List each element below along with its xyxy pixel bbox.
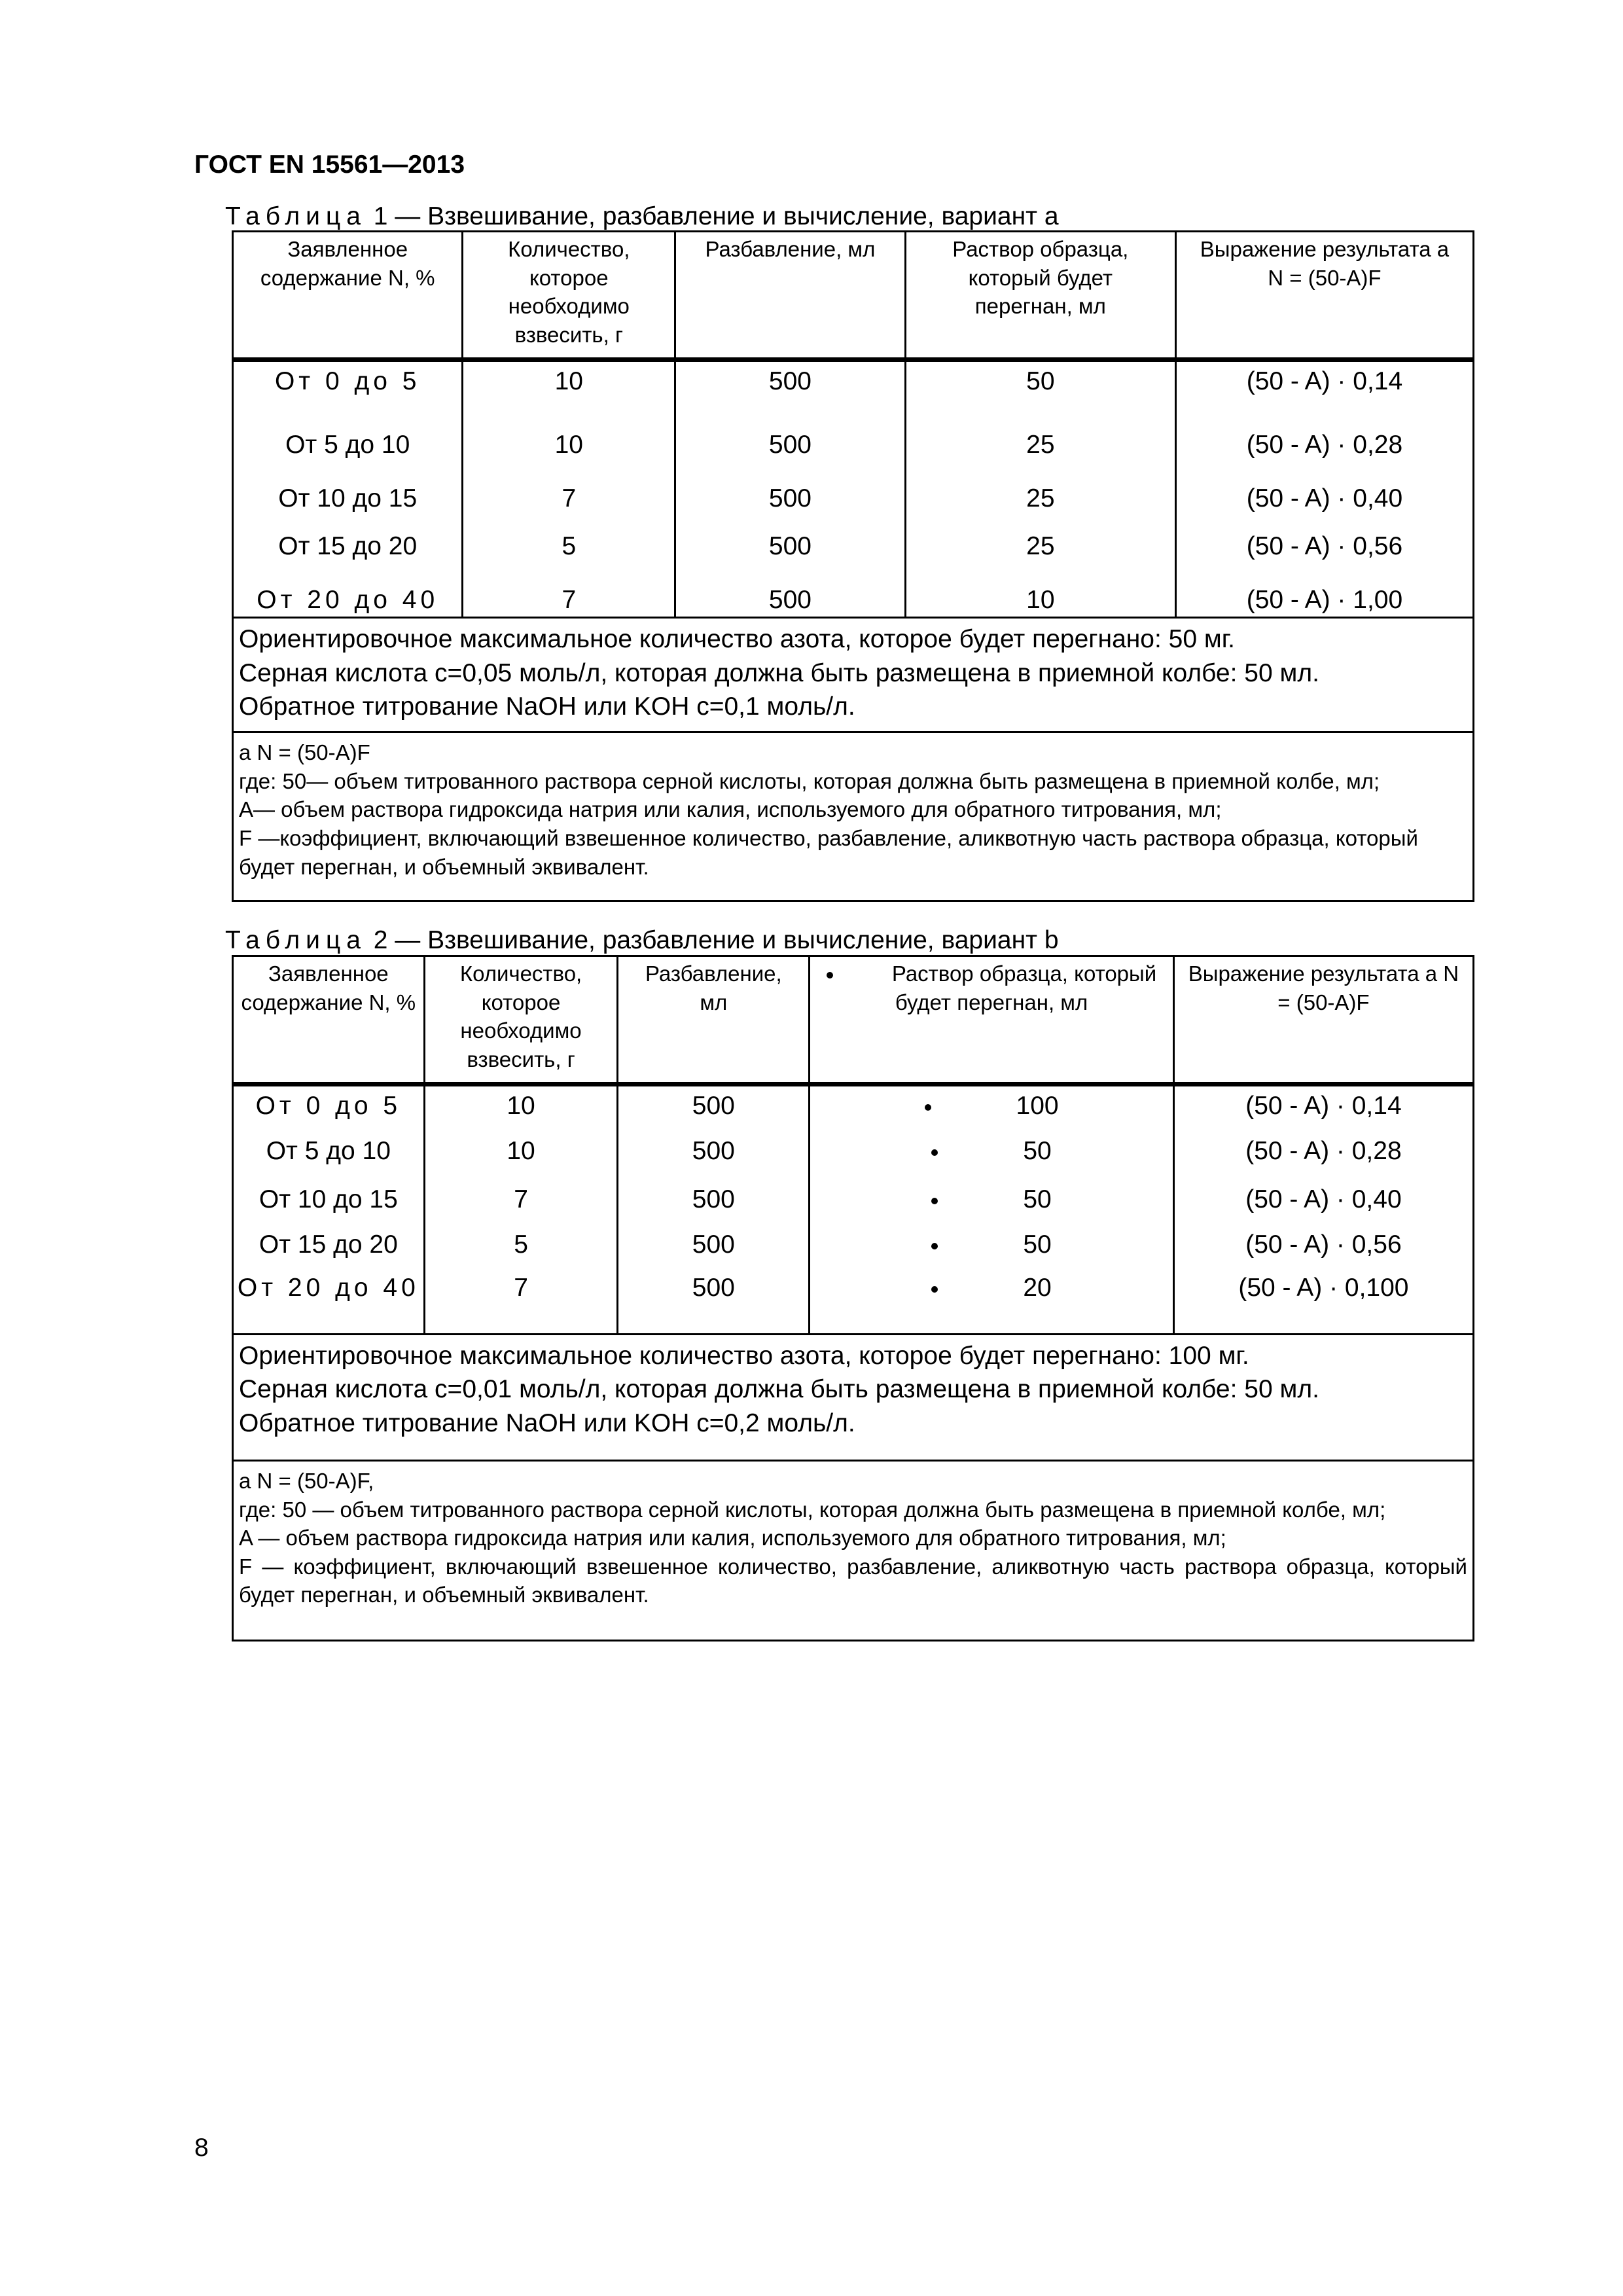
table1-notes-row <box>233 618 1474 732</box>
table2-footnote-line: a N = (50-A)F, <box>239 1469 374 1493</box>
table-cell: От 20 до 40 <box>257 585 439 614</box>
table-cell: 10 <box>507 1092 535 1120</box>
table2-header-cell: Заявленное содержание N, % <box>233 956 425 1085</box>
table-cell: 25 <box>1026 484 1055 512</box>
table1-header-cell: Выражение результата a N = (50-A)F <box>1175 232 1473 360</box>
table1-note: Ориентировочное максимальное количество азота, которое будет перегнано: 50 мг. <box>239 625 1235 654</box>
table1-footnote-row <box>233 732 1474 901</box>
table2-header-row <box>233 956 1474 1085</box>
table2 <box>232 955 1474 1641</box>
table1-footnote-line: где: 50— объем титрованного раствора серной кислоты, которая должна быть размещена в приемной колбе, мл; <box>239 768 1380 793</box>
table-cell-value: 50 <box>1023 1230 1052 1259</box>
table-cell: 5 <box>514 1230 528 1259</box>
table-cell: 10 <box>554 367 583 395</box>
table-cell: От 15 до 20 <box>278 532 418 561</box>
table2-header-cell: Количество, которое необходимо взвесить, г <box>424 956 618 1085</box>
table2-header-cell: Разбавление, мл <box>618 956 810 1085</box>
table-cell-value: 20 <box>1023 1273 1052 1302</box>
table2-footnote-line: F — коэффициент, включающий взвешенное количество, разбавление, аликвотную часть раствора образца, который будет перегнан, и объемный эквивалент. <box>239 1554 1467 1607</box>
table2-caption-word: Таблица <box>225 926 366 954</box>
table-cell: (50 - A) · 0,100 <box>1238 1273 1409 1302</box>
table-cell: (50 - A) · 0,14 <box>1246 367 1403 395</box>
table-cell: 7 <box>562 484 577 512</box>
table-cell: 500 <box>768 431 812 459</box>
table1-notes <box>233 618 1474 732</box>
table1-footnote-line: a N = (50-A)F <box>239 740 370 765</box>
table-cell: 500 <box>768 367 812 395</box>
bullet-icon <box>827 972 833 978</box>
table-cell: 50 <box>1026 367 1055 395</box>
table2-notes <box>233 1335 1474 1461</box>
table-cell <box>810 1228 1173 1261</box>
table-cell: (50 - A) · 0,14 <box>1245 1092 1402 1120</box>
table2-footnote-line: где: 50 — объем титрованного раствора серной кислоты, которая должна быть размещена в приемной колбе, мл; <box>239 1497 1386 1522</box>
table1-header-cell: Заявленное содержание N, % <box>233 232 463 360</box>
table-cell: 7 <box>514 1273 528 1302</box>
table-cell: 5 <box>562 532 577 561</box>
table1 <box>232 230 1474 902</box>
bullet-icon <box>925 1104 931 1111</box>
table2-note: Ориентировочное максимальное количество азота, которое будет перегнано: 100 мг. <box>239 1342 1249 1370</box>
table2-header-text: Раствор образца, который будет перегнан, мл <box>891 961 1157 1014</box>
table1-col-content <box>233 360 463 618</box>
table-cell: (50 - A) · 0,40 <box>1245 1185 1402 1213</box>
table2-footnote-row <box>233 1461 1474 1641</box>
page-number: 8 <box>194 2134 209 2162</box>
table2-header-cell: Выражение результата a N = (50-A)F <box>1173 956 1473 1085</box>
table2-col-distilled <box>810 1085 1174 1335</box>
table-cell: (50 - A) · 1,00 <box>1246 585 1403 614</box>
table-cell: 7 <box>514 1185 528 1213</box>
table1-footnote-line: A— объем раствора гидроксида натрия или калия, используемого для обратного титрования, мл; <box>239 797 1222 822</box>
table-cell: От 0 до 5 <box>255 1092 402 1120</box>
table1-col-result <box>1175 360 1473 618</box>
table1-caption <box>225 202 1059 231</box>
bullet-icon <box>931 1243 938 1249</box>
table2-col-result <box>1173 1085 1473 1335</box>
table-cell: От 10 до 15 <box>278 484 418 512</box>
table-cell: (50 - A) · 0,56 <box>1245 1230 1402 1259</box>
table-cell: 10 <box>554 431 583 459</box>
table-cell: (50 - A) · 0,56 <box>1246 532 1403 561</box>
table1-col-distilled <box>905 360 1175 618</box>
table1-header-cell: Разбавление, мл <box>675 232 906 360</box>
table-cell: От 0 до 5 <box>274 367 421 395</box>
table2-body-row <box>233 1085 1474 1335</box>
table2-note: Серная кислота c=0,01 моль/л, которая должна быть размещена в приемной колбе: 50 мл. <box>239 1375 1319 1404</box>
table-cell: От 5 до 10 <box>266 1137 391 1166</box>
table-cell: 500 <box>768 585 812 614</box>
table-cell: (50 - A) · 0,28 <box>1245 1137 1402 1166</box>
table1-footnote-line: F —коэффициент, включающий взвешенное количество, разбавление, аликвотную часть раствора образца, который будет перегнан, и объемный эквивалент. <box>239 825 1418 879</box>
table-cell: От 5 до 10 <box>285 431 410 459</box>
table1-header-cell: Количество, которое необходимо взвесить, г <box>463 232 675 360</box>
table-cell <box>810 1134 1173 1168</box>
table2-caption <box>225 926 1059 955</box>
table-cell <box>810 1089 1173 1122</box>
table1-header-row <box>233 232 1474 360</box>
table2-col-content <box>233 1085 425 1335</box>
table-cell: 25 <box>1026 431 1055 459</box>
table1-footnote <box>233 732 1474 901</box>
table1-col-weight <box>463 360 675 618</box>
table-cell: От 20 до 40 <box>237 1273 419 1302</box>
table-cell <box>810 1271 1173 1304</box>
table2-footnote-line: A — объем раствора гидроксида натрия или калия, используемого для обратного титрования, мл; <box>239 1526 1226 1551</box>
table1-caption-text: 1 — Взвешивание, разбавление и вычисление, вариант а <box>373 202 1059 230</box>
table-cell: 10 <box>507 1137 535 1166</box>
table-cell: 500 <box>768 484 812 512</box>
table2-header-cell <box>810 956 1174 1085</box>
table-cell-value: 50 <box>1023 1185 1052 1213</box>
table-cell: (50 - A) · 0,40 <box>1246 484 1403 512</box>
table1-body-row <box>233 360 1474 618</box>
table-cell: От 10 до 15 <box>259 1185 398 1213</box>
table2-notes-row <box>233 1335 1474 1461</box>
table-cell: 500 <box>692 1185 735 1213</box>
table-cell: 500 <box>692 1137 735 1166</box>
table1-note: Серная кислота c=0,05 моль/л, которая должна быть размещена в приемной колбе: 50 мл. <box>239 658 1319 687</box>
bullet-icon <box>931 1149 938 1156</box>
table-cell <box>810 1183 1173 1216</box>
table2-footnote <box>233 1461 1474 1641</box>
table2-caption-text: 2 — Взвешивание, разбавление и вычисление, вариант b <box>373 926 1059 954</box>
table2-note: Обратное титрование NaOH или KOH c=0,2 моль/л. <box>239 1408 855 1437</box>
document-code: ГОСТ EN 15561—2013 <box>194 151 465 179</box>
table-cell: 500 <box>692 1230 735 1259</box>
table-cell-value: 100 <box>1016 1092 1059 1120</box>
table2-col-dilution <box>618 1085 810 1335</box>
table-cell-value: 50 <box>1023 1137 1052 1166</box>
table-cell: 25 <box>1026 532 1055 561</box>
table-cell: 500 <box>768 532 812 561</box>
table1-header-cell: Раствор образца, который будет перегнан, мл <box>905 232 1175 360</box>
table-cell: 7 <box>562 585 577 614</box>
table-cell: (50 - A) · 0,28 <box>1246 431 1403 459</box>
table-cell: От 15 до 20 <box>259 1230 398 1259</box>
table-cell: 500 <box>692 1273 735 1302</box>
table-cell: 500 <box>692 1092 735 1120</box>
table1-note: Обратное титрование NaOH или KOH c=0,1 моль/л. <box>239 692 855 721</box>
table1-col-dilution <box>675 360 906 618</box>
bullet-icon <box>931 1198 938 1204</box>
table2-col-weight <box>424 1085 618 1335</box>
table-cell: 10 <box>1026 585 1055 614</box>
table1-caption-word: Таблица <box>225 202 366 230</box>
bullet-icon <box>931 1286 938 1293</box>
